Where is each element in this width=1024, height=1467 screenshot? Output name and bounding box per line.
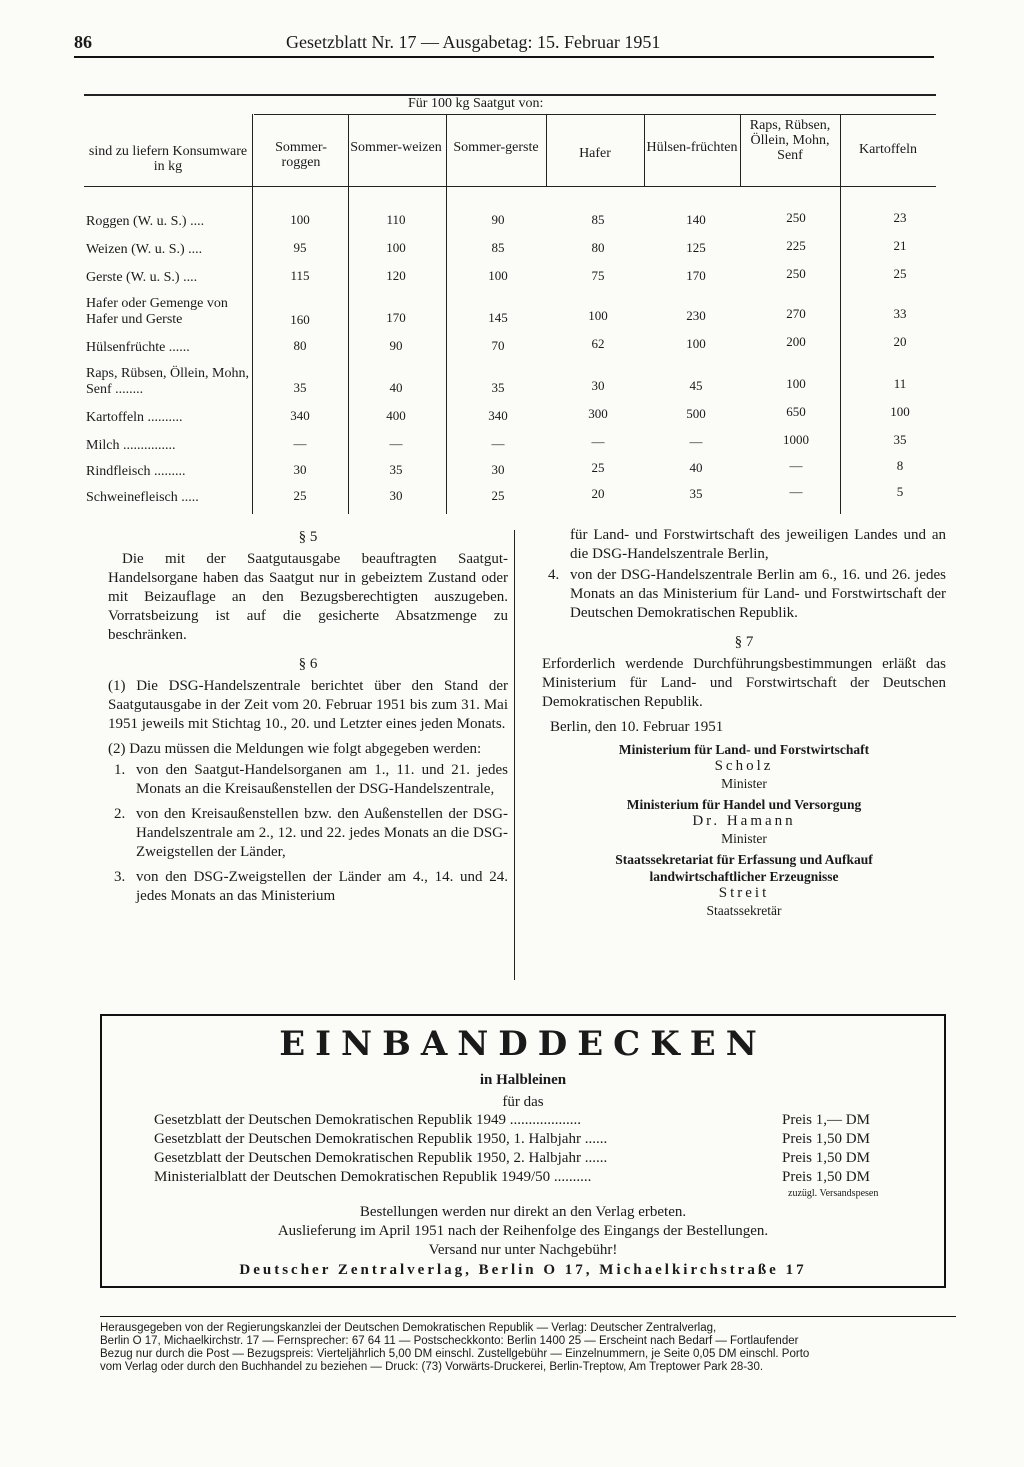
table-cell: 85 [491,240,505,255]
list-item-text: von der DSG-Handelszentrale Berlin am 6., 16. und 26. jedes Monats an das Ministerium für Land- und Forstwirtschaft der Deutschen Demokratischen Republik. [570,567,946,621]
column-divider [740,114,741,186]
table-cell: 170 [386,310,406,325]
signature-body: Ministerium für Land- und Forstwirtschaft [618,742,870,757]
col-header-raps: Raps, Rübsen, Öllein, Mohn, Senf [749,118,831,163]
ad-title: EINBANDDECKEN [279,1024,767,1064]
table-cell: 115 [290,268,310,283]
page-title: Gesetzblatt Nr. 17 — Ausgabetag: 15. Februar 1951 [286,32,661,52]
ad-for-label: für das [502,1094,544,1110]
ad-order-line: Versand nur unter Nachgebühr! [428,1242,618,1258]
section-7-text: Erforderlich werdende Durchführungsbestimmungen erläßt das Ministerium für Land- und Forstwirtschaft der Deutschen Demokratischen Republik. [542,656,946,710]
list-item-number: 2. [114,806,126,822]
column-divider [546,114,547,186]
row-label: Hafer oder Gemenge von Hafer und Gerste [86,296,228,327]
section-6-paragraph-2: (2) Dazu müssen die Meldungen wie folgt abgegeben werden: [108,741,482,757]
column-divider [840,114,841,514]
table-cell: 30 [389,488,403,503]
table-cell: — [789,458,803,473]
table-cell: 125 [686,240,706,255]
table-cell: 75 [591,268,605,283]
signature-role: Minister [721,831,767,846]
table-cell: — [789,484,803,499]
list-item [542,566,946,623]
list-item-continuation: für Land- und Forstwirtschaft des jeweiligen Landes und an die DSG-Handelszentrale Berlin, [570,527,946,562]
table-cell: 5 [896,484,904,499]
table-cell: 300 [588,406,608,421]
ad-entry-name: Gesetzblatt der Deutschen Demokratischen Republik 1950, 2. Halbjahr ...... [154,1150,608,1166]
table-cell: 25 [293,488,307,503]
table-cell: 25 [893,266,907,281]
signature-role: Minister [721,776,767,791]
table-cell: 250 [786,210,806,225]
list-item-text: von den Kreisaußenstellen bzw. den Außenstellen der DSG-Handelszentrale am 2., 12. und 22. jedes Monats an die DSG-Zweigstellen der Länder, [136,806,508,860]
table-cell: 100 [290,212,310,227]
ad-entry-name: Gesetzblatt der Deutschen Demokratischen Republik 1950, 1. Halbjahr ...... [154,1131,608,1147]
table-cell: 25 [491,488,505,503]
ad-entry-name: Ministerialblatt der Deutschen Demokratischen Republik 1949/50 .......... [154,1169,592,1185]
table-cell: 25 [591,460,605,475]
table-subheader-rule [254,114,936,115]
ad-entry-price: Preis 1,— DM [782,1112,870,1128]
table-cell: 90 [491,212,505,227]
list-item [108,761,508,799]
table-cell: 100 [786,376,806,391]
row-label: Weizen (W. u. S.) .... [86,242,203,257]
page-number: 86 [74,32,92,52]
table-cell: 30 [491,462,505,477]
table-cell: 650 [786,404,806,419]
ad-entry-price: Preis 1,50 DM [782,1169,870,1185]
table-cell: 100 [588,308,608,323]
table-cell: 45 [689,378,703,393]
column-divider [644,114,645,186]
section-7-heading: § 7 [734,634,754,650]
right-column [542,526,946,919]
column-divider [446,114,447,514]
signature-body: Ministerium für Handel und Versorgung [626,797,862,812]
table-cell: 100 [386,240,406,255]
footer-line: Herausgegeben von der Regierungskanzlei der Deutschen Demokratischen Republik — Verlag: Deutscher Zentralverlag, [100,1322,717,1334]
table-cell: 225 [786,238,806,253]
row-label: Roggen (W. u. S.) .... [86,214,205,229]
table-cell: 230 [686,308,706,323]
table-cell: 40 [689,460,703,475]
signature-body: Staatssekretariat für Erfassung und Aufkauf landwirtschaftlicher Erzeugnisse [615,852,873,884]
col-header-kartoffeln: Kartoffeln [858,142,918,157]
table-cell: 200 [786,334,806,349]
table-cell: 35 [491,380,505,395]
ad-order-line: Auslieferung im April 1951 nach der Reihenfolge des Eingangs der Bestellungen. [277,1223,769,1239]
table-cell: 400 [386,408,406,423]
col-header-sommerweizen: Sommer-weizen [350,140,442,155]
column-divider [348,114,349,514]
date-line: Berlin, den 10. Februar 1951 [550,719,724,735]
footer-line: Berlin O 17, Michaelkirchstr. 17 — Fernsprecher: 67 64 11 — Postscheckkonto: Berlin 1400 25 — Erscheint nach Bedarf — Fortlaufender [100,1335,799,1347]
list-item-number: 4. [548,567,560,583]
section-6-heading: § 6 [298,656,318,672]
table-cell: 1000 [783,432,809,447]
footer-line: Bezug nur durch die Post — Bezugspreis: Vierteljährlich 5,00 DM einschl. Zustellgebühr — Einzelnummern, je Seite 0,05 DM einschl. Porto [100,1348,810,1360]
list-item-number: 3. [114,869,126,885]
seed-exchange-table [84,88,936,518]
table-cell: 270 [786,306,806,321]
col-header-sommerroggen: Sommer-roggen [275,140,327,170]
signature-block [542,741,946,919]
table-cell: 80 [591,240,605,255]
table-cell: 33 [893,306,907,321]
col-header-hafer: Hafer [579,146,611,161]
row-label: Hülsenfrüchte ...... [86,340,190,355]
footer-imprint [100,1322,960,1374]
table-cell: 170 [686,268,706,283]
left-column [108,528,508,906]
table-cell: 11 [893,376,907,391]
table-cell: 120 [386,268,406,283]
table-cell: — [689,434,703,449]
signature-name: Dr. Hamann [692,813,796,829]
table-cell: 250 [786,266,806,281]
table-cell: 35 [389,462,403,477]
table-cell: 110 [386,212,406,227]
table-cell: 100 [890,404,910,419]
signature-name: Scholz [714,758,774,774]
table-cell: 35 [893,432,907,447]
table-cell: 23 [893,210,907,225]
table-cell: 340 [290,408,310,423]
table-header-rule [84,186,936,187]
table-cell: 140 [686,212,706,227]
table-cell: — [293,436,307,451]
row-label: Rindfleisch ......... [86,464,186,479]
table-cell: 90 [389,338,403,353]
list-item [108,805,508,862]
section-6-paragraph-1: (1) Die DSG-Handelszentrale berichtet über den Stand der Saatgutausgabe in der Zeit vom 20. Februar 1951 bis zum 31. Mai 1951 jeweils mit Stichtag 10., 20. und Letzter eines jeden Monats. [108,678,508,732]
section-5-heading: § 5 [298,529,318,545]
table-cell: 95 [293,240,307,255]
list-item-text: von den DSG-Zweigstellen der Länder am 4., 14. und 24. jedes Monats an das Ministerium [136,869,508,904]
row-label: Schweinefleisch ..... [86,490,199,505]
table-cell: — [491,436,505,451]
table-cell: 62 [591,336,605,351]
table-cell: 145 [488,310,508,325]
table-cell: 70 [491,338,505,353]
table-cell: 21 [893,238,907,253]
row-label: Gerste (W. u. S.) .... [86,270,198,285]
table-cell: 80 [293,338,307,353]
signature-role: Staatssekretär [706,903,782,918]
table-cell: — [591,434,605,449]
column-divider [514,530,515,980]
page-header [74,32,934,56]
list-item-text: von den Saatgut-Handelsorganen am 1., 11. und 21. jedes Monats an die Kreisaußenstellen der DSG-Handelszentrale, [136,762,508,797]
table-cell: 40 [389,380,403,395]
table-cell: 30 [591,378,605,393]
table-cell: 8 [896,458,904,473]
advertisement-box [100,1014,946,1288]
ad-entry-price: Preis 1,50 DM [782,1131,870,1147]
ad-shipping-note: zuzügl. Versandspesen [788,1188,879,1199]
table-stub-header: sind zu liefern Konsumware in kg [88,144,248,174]
ad-entry-name: Gesetzblatt der Deutschen Demokratischen Republik 1949 ................... [154,1112,581,1128]
table-cell: 340 [488,408,508,423]
ad-order-line: Bestellungen werden nur direkt an den Verlag erbeten. [359,1204,687,1220]
table-cell: 20 [591,486,605,501]
header-rule [74,56,934,58]
ad-publisher: Deutscher Zentralverlag, Berlin O 17, Michaelkirchstraße 17 [239,1262,807,1278]
table-cell: 35 [293,380,307,395]
list-item-number: 1. [114,762,126,778]
footer-rule [100,1316,956,1317]
table-cell: 100 [488,268,508,283]
table-cell: 30 [293,462,307,477]
ad-subtitle: in Halbleinen [479,1072,567,1088]
table-cell: 35 [689,486,703,501]
table-cell: 85 [591,212,605,227]
table-cell: 100 [686,336,706,351]
row-label: Milch ............... [86,438,176,453]
table-cell: 500 [686,406,706,421]
table-cell: 20 [893,334,907,349]
list-item [108,868,508,906]
col-header-sommergerste: Sommer-gerste [453,140,539,155]
section-5-text: Die mit der Saatgutausgabe beauftragten Saatgut-Handelsorgane haben das Saatgut nur in gebeiztem Zustand oder mit Beizauflage an den Bezugsberechtigten auszugeben. Vorratsbeizung ist auf die gesicherte Absatzmenge zu beschränken. [108,551,508,643]
signature-name: Streit [718,885,770,901]
row-label: Raps, Rübsen, Öllein, Mohn, Senf ........ [86,366,249,397]
ad-entry-price: Preis 1,50 DM [782,1150,870,1166]
col-header-huelsenfruechte: Hülsen-früchten [646,140,738,155]
table-super-header: Für 100 kg Saatgut von: [408,96,544,111]
row-label: Kartoffeln .......... [86,410,183,425]
footer-line: vom Verlag oder durch den Buchhandel zu beziehen — Druck: (73) Vorwärts-Druckerei, Berlin-Treptow, Am Treptower Park 28-30. [100,1361,764,1373]
table-cell: — [389,436,403,451]
table-cell: 160 [290,312,310,327]
